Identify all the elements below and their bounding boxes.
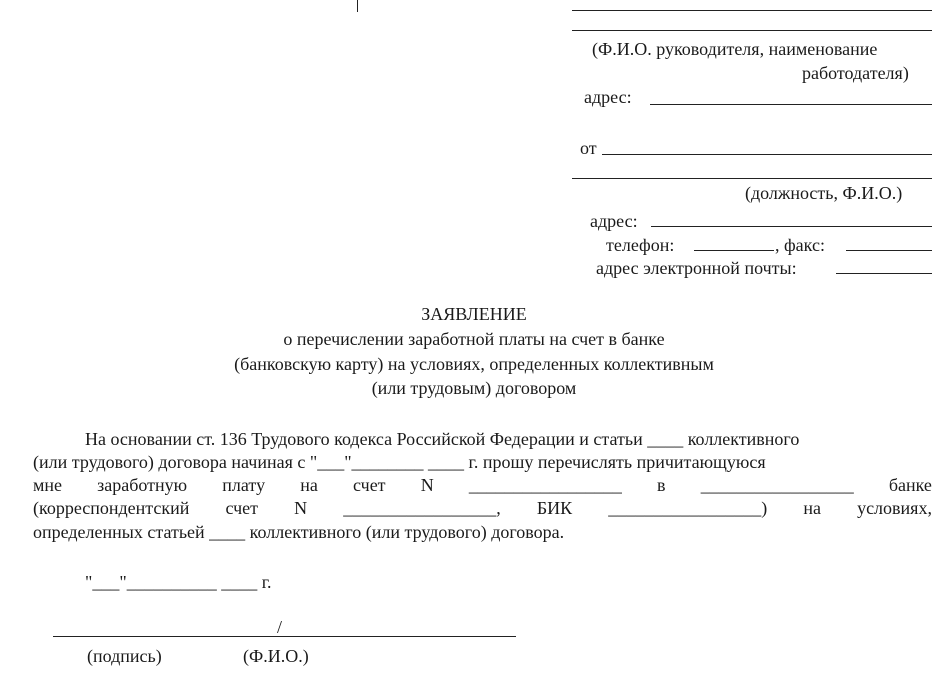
phone-line bbox=[694, 250, 774, 251]
body-word: счет bbox=[353, 475, 386, 495]
title-subline-1: о перечислении заработной платы на счет в банке bbox=[283, 329, 665, 349]
body-word: на bbox=[803, 498, 821, 518]
email-label: адрес электронной почты: bbox=[596, 258, 797, 278]
body-line-1: На основании ст. 136 Трудового кодекса Российской Федерации и статьи ____ коллективного bbox=[85, 429, 800, 449]
employer-line-1 bbox=[572, 10, 932, 11]
body-word: N bbox=[420, 475, 434, 495]
body-word: плату bbox=[222, 475, 266, 495]
corr-account-blank: _________________, bbox=[343, 498, 501, 518]
from-line-1 bbox=[602, 154, 932, 155]
employer-address-line bbox=[650, 104, 932, 105]
body-word: счет bbox=[225, 498, 259, 518]
signature-slash: / bbox=[277, 617, 283, 637]
signature-caption: (подпись) bbox=[87, 646, 162, 666]
body-word: на bbox=[300, 475, 318, 495]
fax-line bbox=[846, 250, 932, 251]
signature-line bbox=[53, 636, 516, 637]
title-subline-2: (банковскую карту) на условиях, определенных коллективным bbox=[234, 354, 714, 374]
email-line bbox=[836, 273, 932, 274]
body-word: N bbox=[294, 498, 308, 518]
from-label: от bbox=[580, 138, 597, 158]
body-line-5: определенных статьей ____ коллективного (или трудового) договора. bbox=[33, 522, 565, 542]
body-word: БИК bbox=[536, 498, 573, 518]
body-word: условиях, bbox=[857, 498, 932, 518]
employer-caption-2: работодателя) bbox=[802, 63, 909, 83]
body-line-4 bbox=[33, 497, 932, 519]
body-line-2: (или трудового) договора начиная с "___"________ ____ г. прошу перечислять причитающуюся bbox=[33, 452, 766, 472]
body-word: мне bbox=[33, 475, 63, 495]
title-subline-3: (или трудовым) договором bbox=[371, 378, 577, 398]
bank-blank: _________________ bbox=[700, 475, 854, 495]
employer-line-2 bbox=[572, 30, 932, 31]
applicant-address-line bbox=[651, 226, 932, 227]
phone-label: телефон: bbox=[606, 235, 675, 255]
position-caption: (должность, Ф.И.О.) bbox=[745, 183, 903, 203]
body-word: банке bbox=[888, 475, 932, 495]
bik-blank: _________________) bbox=[608, 498, 768, 518]
body-word: заработную bbox=[97, 475, 188, 495]
fax-label: , факс: bbox=[775, 235, 825, 255]
applicant-address-label: адрес: bbox=[590, 211, 638, 231]
from-line-2 bbox=[572, 178, 932, 179]
account-blank: _________________ bbox=[468, 475, 622, 495]
document-title: ЗАЯВЛЕНИЕ bbox=[421, 304, 527, 324]
name-caption: (Ф.И.О.) bbox=[243, 646, 309, 666]
body-word: в bbox=[657, 475, 666, 495]
employer-caption-1: (Ф.И.О. руководителя, наименование bbox=[592, 39, 878, 59]
body-line-3 bbox=[33, 474, 932, 496]
body-word: (корреспондентский bbox=[33, 498, 190, 518]
date-field: "___"__________ ____ г. bbox=[85, 572, 272, 592]
employer-address-label: адрес: bbox=[584, 87, 632, 107]
top-divider-mark bbox=[357, 0, 358, 12]
